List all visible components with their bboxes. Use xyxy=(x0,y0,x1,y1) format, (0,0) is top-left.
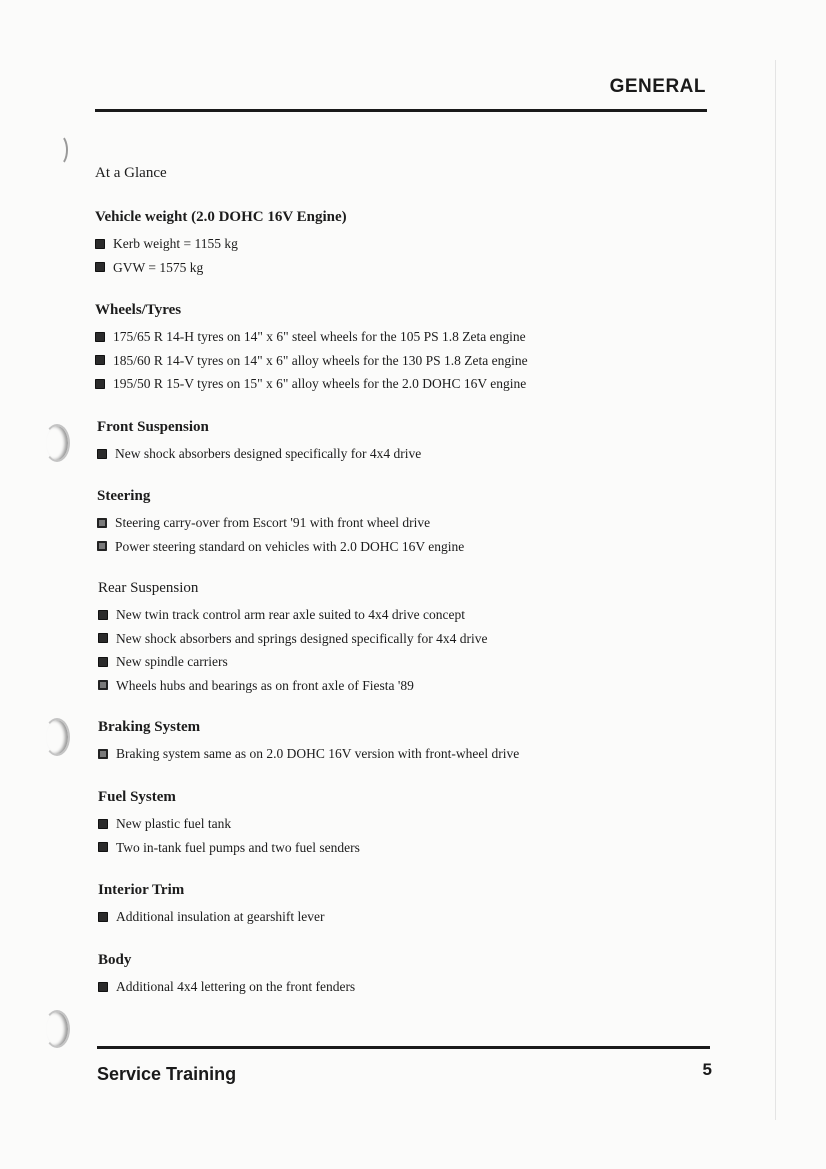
section-heading: Wheels/Tyres xyxy=(95,302,182,318)
list-item-text: Additional insulation at gearshift lever xyxy=(116,909,325,924)
square-bullet-icon xyxy=(98,610,108,620)
punch-hole xyxy=(44,1010,70,1048)
list-item xyxy=(95,325,695,349)
section-heading: Fuel System xyxy=(98,789,176,805)
square-bullet-icon xyxy=(97,541,107,551)
list-item xyxy=(98,603,698,627)
section-heading: At a Glance xyxy=(95,165,167,181)
list-item xyxy=(97,511,697,535)
square-bullet-icon xyxy=(98,680,108,690)
bullet-list xyxy=(98,975,698,999)
section-heading: Body xyxy=(98,952,132,968)
square-bullet-icon xyxy=(95,355,105,365)
section-body xyxy=(98,951,698,999)
square-bullet-icon xyxy=(98,982,108,992)
square-bullet-icon xyxy=(98,819,108,829)
punch-hole xyxy=(44,718,70,756)
list-item xyxy=(98,975,698,999)
list-item-text: GVW = 1575 kg xyxy=(113,259,204,275)
section-heading: Steering xyxy=(97,488,151,504)
list-item xyxy=(95,349,695,373)
section-front-suspension xyxy=(97,418,697,466)
list-item-text: New shock absorbers designed specifically for 4x4 drive xyxy=(115,446,422,461)
list-item-text: 195/50 R 15-V tyres on 15" x 6" alloy wheels for the 2.0 DOHC 16V engine xyxy=(113,376,527,391)
list-item-text: New twin track control arm rear axle suited to 4x4 drive concept xyxy=(116,607,465,622)
footer-title: Service Training xyxy=(97,1064,237,1084)
section-heading: Front Suspension xyxy=(97,419,209,435)
square-bullet-icon xyxy=(98,657,108,667)
square-bullet-icon xyxy=(95,332,105,342)
square-bullet-icon xyxy=(97,449,107,459)
list-item xyxy=(97,535,697,559)
bullet-list xyxy=(95,325,695,396)
bullet-list xyxy=(98,603,698,697)
square-bullet-icon xyxy=(98,912,108,922)
square-bullet-icon xyxy=(98,842,108,852)
bullet-list xyxy=(97,511,697,558)
header-rule xyxy=(95,109,707,112)
list-item xyxy=(98,905,698,929)
list-item xyxy=(95,232,695,256)
list-item-text: Kerb weight = 1155 kg xyxy=(113,236,238,251)
scan-edge-line xyxy=(775,60,776,1120)
section-wheels-tyres xyxy=(95,301,695,396)
list-item-text: 175/65 R 14-H tyres on 14" x 6" steel wheels for the 105 PS 1.8 Zeta engine xyxy=(113,329,526,344)
section-heading: Rear Suspension xyxy=(98,580,199,596)
section-steering xyxy=(97,487,697,558)
list-item-text: Additional 4x4 lettering on the front fenders xyxy=(116,979,356,994)
section-rear-suspension xyxy=(98,579,698,697)
section-heading: Braking System xyxy=(98,719,201,735)
bullet-list xyxy=(95,232,695,279)
list-item-text: Braking system same as on 2.0 DOHC 16V version with front-wheel drive xyxy=(116,746,520,761)
list-item xyxy=(95,372,695,396)
section-heading: Interior Trim xyxy=(98,882,185,898)
section-interior-trim xyxy=(98,881,698,929)
page-number: 5 xyxy=(702,1060,712,1079)
list-item-text: Power steering standard on vehicles with 2.0 DOHC 16V engine xyxy=(115,538,465,554)
list-item xyxy=(97,442,697,466)
bullet-list xyxy=(97,442,697,466)
list-item-text: Wheels hubs and bearings as on front axle of Fiesta '89 xyxy=(116,677,414,693)
list-item xyxy=(98,812,698,836)
list-item-text: New plastic fuel tank xyxy=(116,816,232,831)
square-bullet-icon xyxy=(98,633,108,643)
list-item xyxy=(98,742,698,766)
list-item-text: Steering carry-over from Escort '91 with front wheel drive xyxy=(115,515,431,530)
list-item-text: Two in-tank fuel pumps and two fuel senders xyxy=(116,839,360,855)
square-bullet-icon xyxy=(95,239,105,249)
list-item xyxy=(98,836,698,860)
list-item-text: New spindle carriers xyxy=(116,654,228,669)
list-item xyxy=(98,627,698,651)
list-item xyxy=(95,256,695,280)
punch-hole xyxy=(44,424,70,462)
section-braking-system xyxy=(98,718,698,766)
bullet-list xyxy=(98,812,698,859)
punch-hole xyxy=(50,134,68,166)
header-title: GENERAL xyxy=(609,76,706,97)
list-item xyxy=(98,674,698,698)
section-heading: Vehicle weight (2.0 DOHC 16V Engine) xyxy=(95,209,347,225)
section-at-a-glance xyxy=(95,164,695,182)
footer-rule xyxy=(97,1046,710,1049)
square-bullet-icon xyxy=(98,749,108,759)
square-bullet-icon xyxy=(95,262,105,272)
list-item xyxy=(98,650,698,674)
square-bullet-icon xyxy=(97,518,107,528)
bullet-list xyxy=(98,905,698,929)
square-bullet-icon xyxy=(95,379,105,389)
list-item-text: New shock absorbers and springs designed specifically for 4x4 drive xyxy=(116,630,488,646)
section-fuel-system xyxy=(98,788,698,859)
bullet-list xyxy=(98,742,698,766)
section-vehicle-weight-2-0-dohc-16v-engine xyxy=(95,208,695,279)
list-item-text: 185/60 R 14-V tyres on 14" x 6" alloy wheels for the 130 PS 1.8 Zeta engine xyxy=(113,352,528,368)
